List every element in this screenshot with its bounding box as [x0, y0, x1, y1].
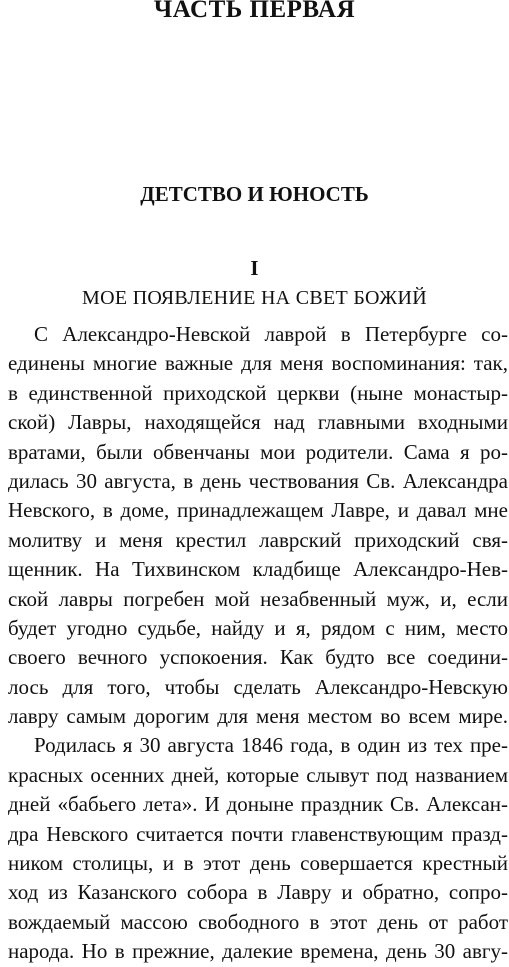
text-line: дилась 30 августа, в день чествования Св. Александра: [8, 468, 508, 493]
text-line: ником столицы, и в этот день совершается крестный: [8, 851, 508, 876]
text-line: Невского, в доме, принадлежащем Лавре, и давал мне: [8, 498, 508, 523]
part-title: ЧАСТЬ ПЕРВАЯ: [153, 0, 356, 23]
text-line: вратами, были обвенчаны мои родители. Сама я ро-: [8, 439, 508, 464]
text-line: в единственной приходской церкви (ныне монастыр-: [8, 380, 508, 405]
text-line: молитву и меня крестил лаврский приходский свя-: [8, 527, 508, 552]
body-text: [8, 320, 508, 967]
text-line: С Александро-Невской лаврой в Петербурге со-: [34, 322, 508, 346]
text-line: единены многие важные для меня воспоминания: так,: [8, 351, 508, 376]
text-line: ход из Казанского собора в Лавру и обратно, сопро-: [8, 880, 508, 905]
text-line: вождаемый массою свободного в этот день от работ: [8, 909, 508, 934]
text-line: ской лавры погребен мой незабвенный муж, и, если: [8, 586, 508, 611]
text-line: будет угодно судьбе, найду и я, рядом с ним, место: [8, 615, 508, 640]
chapter-number: I: [250, 256, 259, 280]
text-line: дра Невского считается почти главенствующим празд-: [8, 821, 508, 846]
text-line: щенник. На Тихвинском кладбище Александро-Нев-: [8, 557, 508, 582]
text-line: лавру самым дорогим для меня местом во всем мире.: [8, 704, 508, 729]
chapter-title: МОЕ ПОЯВЛЕНИЕ НА СВЕТ БОЖИЙ: [82, 287, 427, 309]
text-line: красных осенних дней, которые слывут под названием: [8, 762, 508, 787]
text-line: лось для того, чтобы сделать Александро-Невскую: [8, 674, 508, 699]
section-title: ДЕТСТВО И ЮНОСТЬ: [140, 182, 369, 206]
text-line: Родилась я 30 августа 1846 года, в один из тех пре-: [34, 733, 508, 758]
text-line: своего вечного успокоения. Как будто все соедини-: [8, 645, 508, 670]
text-line: народа. Но в прежние, далекие времена, день 30 авгу-: [8, 939, 508, 964]
text-line: ской) Лавры, находящейся над главными входными: [8, 410, 508, 435]
text-line: дней «бабьего лета». И доныне праздник Св. Алексан-: [8, 792, 508, 817]
